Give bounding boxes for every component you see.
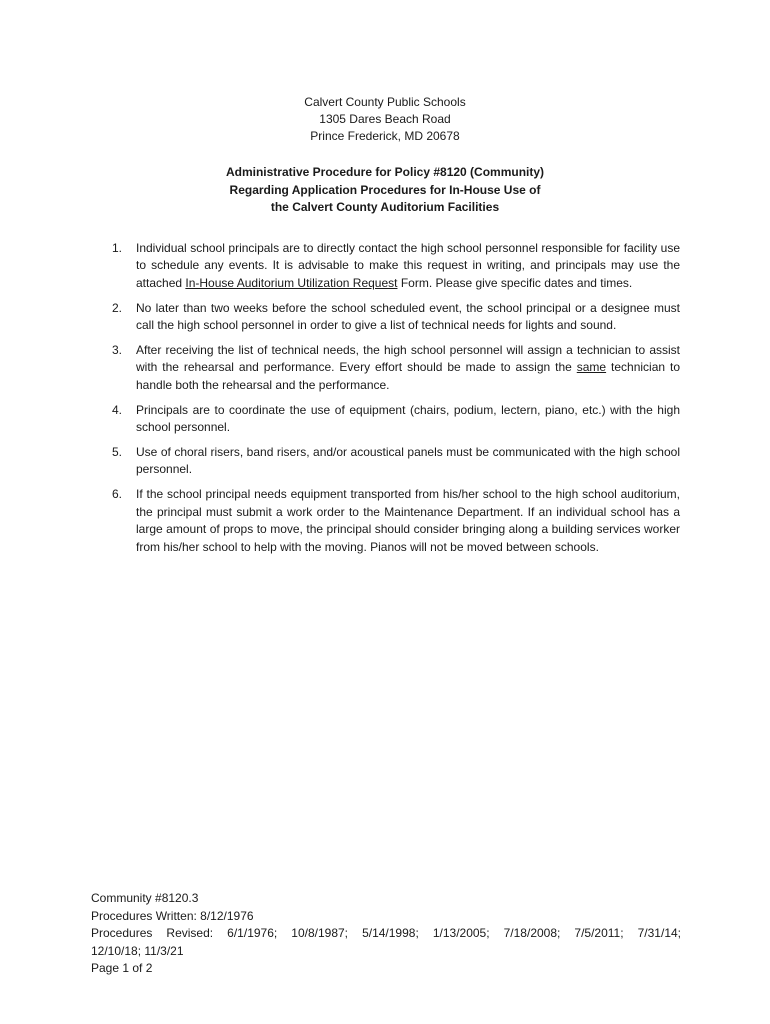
- document-title: [0, 164, 770, 217]
- item-text: technician to handle both the rehearsal and the performance.: [136, 360, 680, 392]
- title-line-3: the Calvert County Auditorium Facilities: [270, 200, 500, 214]
- procedure-list: [106, 240, 680, 564]
- city-state-zip: Prince Frederick, MD 20678: [310, 129, 460, 143]
- document-footer: [91, 890, 681, 978]
- item-text: Use of choral risers, band risers, and/or acoustical panels must be communicated with the high school personnel.: [136, 445, 680, 477]
- item-number: 6.: [112, 487, 123, 502]
- list-item: [106, 240, 680, 292]
- item-text: Individual school principals are to directly contact the high school personnel responsible for facility use to schedule any events. It is advisable to make this request in writing, and principals may use the attached: [136, 241, 680, 290]
- item-text: After receiving the list of technical needs, the high school personnel will assign a technician to assist with the rehearsal and performance. Every effort should be made to assign the: [136, 343, 680, 375]
- page-number: Page 1 of 2: [91, 961, 153, 975]
- procedures-written: Procedures Written: 8/12/1976: [91, 908, 254, 923]
- policy-number: Community #8120.3: [91, 891, 199, 905]
- title-line-1: Administrative Procedure for Policy #8120 (Community): [225, 165, 545, 179]
- list-item: [106, 486, 680, 556]
- list-item: [106, 342, 680, 394]
- street-address: 1305 Dares Beach Road: [319, 112, 451, 126]
- item-text: Principals are to coordinate the use of equipment (chairs, podium, lectern, piano, etc.) with the high school personnel.: [136, 402, 680, 435]
- item-number: 1.: [112, 241, 123, 255]
- address-block: [0, 94, 770, 145]
- list-item: [106, 444, 680, 479]
- item-number: 5.: [112, 445, 123, 460]
- procedures-revised: Procedures Revised: 6/1/1976; 10/8/1987; 5/14/1998; 1/13/2005; 7/18/2008; 7/5/2011; 7/31/14;: [91, 926, 681, 940]
- item-text: If the school principal needs equipment transported from his/her school to the high school auditorium, the principal must submit a work order to the Maintenance Department. If an individual school has a large amount of props to move, the principal should consider bringing along a building services worker from his/her school to help with the moving. Pianos will not be moved between schools.: [136, 487, 680, 554]
- list-item: [106, 300, 680, 335]
- item-text: No later than two weeks before the school scheduled event, the school principal or a designee must call the high school personnel in order to give a list of technical needs for lights and sound.: [136, 300, 680, 333]
- procedures-revised-cont: 12/10/18; 11/3/21: [91, 943, 184, 958]
- request-form-link[interactable]: In-House Auditorium Utilization Request: [185, 275, 398, 290]
- item-number: 3.: [112, 343, 123, 358]
- item-number: 4.: [112, 402, 123, 417]
- title-line-2: Regarding Application Procedures for In-House Use of: [229, 182, 541, 197]
- item-number: 2.: [112, 300, 123, 315]
- list-item: [106, 402, 680, 437]
- org-name: Calvert County Public Schools: [304, 95, 466, 109]
- emphasis-same: same: [576, 360, 607, 375]
- item-text: Form. Please give specific dates and times.: [397, 275, 633, 290]
